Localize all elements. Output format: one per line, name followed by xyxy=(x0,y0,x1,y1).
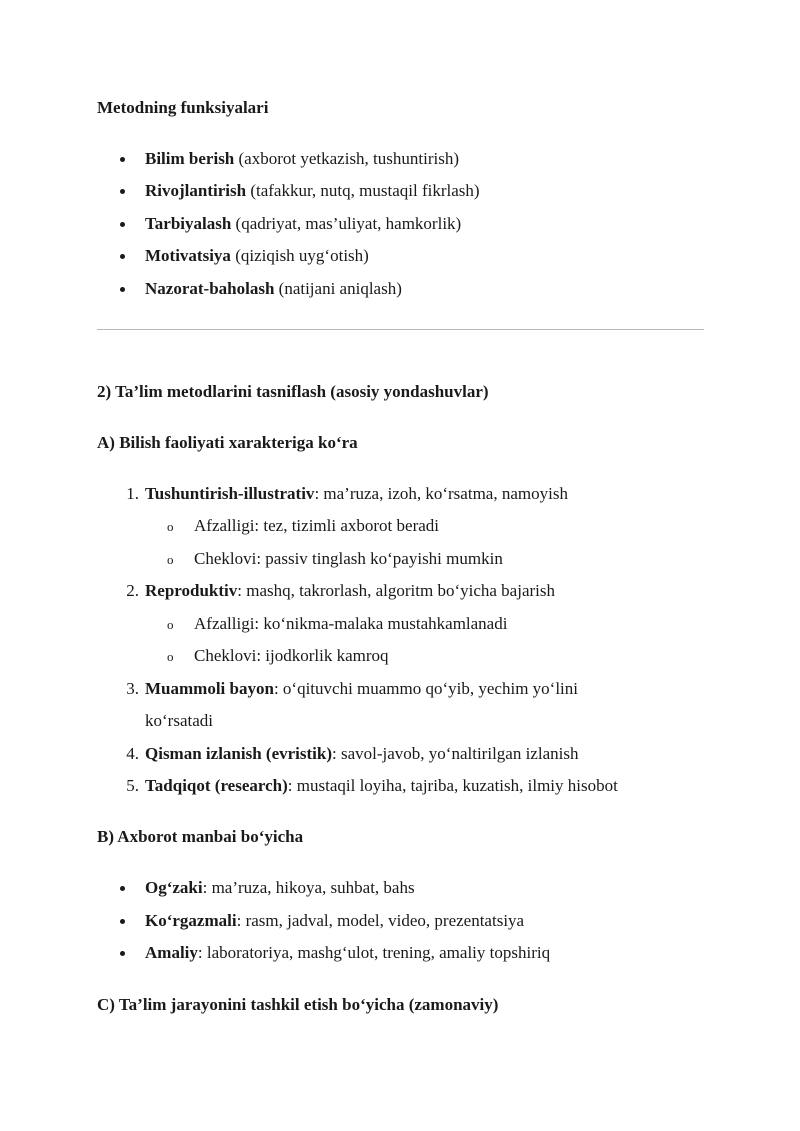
numbered-item-continuation: ko‘rsatadi xyxy=(145,711,213,730)
numbered-item xyxy=(145,579,555,603)
list-item-desc: : rasm, jadval, model, video, prezentatsiya xyxy=(236,911,525,930)
sub-list-item: Cheklovi: ijodkorlik kamroq xyxy=(194,646,389,665)
numbered-item-desc: : mustaqil loyiha, tajriba, kuzatish, ilmiy hisobot xyxy=(287,776,618,795)
numbered-item-term: Muammoli bayon xyxy=(145,679,274,698)
numbered-item xyxy=(145,482,568,506)
numbered-item xyxy=(145,774,618,798)
bullet-icon xyxy=(117,244,127,268)
list-number: 1. xyxy=(126,484,139,503)
list-item-desc: : ma’ruza, hikoya, suhbat, bahs xyxy=(202,878,415,897)
list-item xyxy=(145,277,402,301)
sub-bullet-marker: o xyxy=(167,519,174,534)
bullet-icon xyxy=(117,179,127,203)
group-heading-c: C) Ta’lim jarayonini tashkil etish bo‘yicha (zamonaviy) xyxy=(97,995,499,1014)
list-item xyxy=(145,909,524,933)
sub-list-item: Afzalligi: tez, tizimli axborot beradi xyxy=(194,516,439,535)
list-item xyxy=(145,244,369,268)
numbered-item xyxy=(145,677,578,701)
horizontal-rule xyxy=(97,329,704,330)
list-item-term: Rivojlantirish xyxy=(145,181,247,200)
list-item xyxy=(145,147,459,171)
list-item-term: Amaliy xyxy=(145,943,198,962)
numbered-item-term: Reproduktiv xyxy=(145,581,238,600)
bullet-icon xyxy=(117,876,127,900)
numbered-item-desc: : mashq, takrorlash, algoritm bo‘yicha bajarish xyxy=(237,581,555,600)
list-item-term: Motivatsiya xyxy=(145,246,231,265)
numbered-item-desc: : o‘qituvchi muammo qo‘yib, yechim yo‘lini xyxy=(273,679,579,698)
sub-bullet-marker: o xyxy=(167,649,174,664)
list-item-term: Tarbiyalash xyxy=(145,214,232,233)
group-heading-b: B) Axborot manbai bo‘yicha xyxy=(97,827,304,846)
list-item xyxy=(145,941,550,965)
list-number: 5. xyxy=(126,776,139,795)
section-heading-functions: Metodning funksiyalari xyxy=(97,98,269,117)
numbered-item-desc: : ma’ruza, izoh, ko‘rsatma, namoyish xyxy=(314,484,568,503)
list-number: 2. xyxy=(126,581,139,600)
group-heading-a: A) Bilish faoliyati xarakteriga ko‘ra xyxy=(97,433,358,452)
numbered-item-term: Qisman izlanish (evristik) xyxy=(145,744,333,763)
sub-list-item: Cheklovi: passiv tinglash ko‘payishi mumkin xyxy=(194,549,503,568)
bullet-icon xyxy=(117,941,127,965)
list-number: 4. xyxy=(126,744,139,763)
sub-bullet-marker: o xyxy=(167,617,174,632)
list-item xyxy=(145,179,480,203)
list-item-term: Og‘zaki xyxy=(145,878,203,897)
sub-bullet-marker: o xyxy=(167,552,174,567)
list-item-term: Nazorat-baholash xyxy=(145,279,275,298)
bullet-icon xyxy=(117,147,127,171)
bullet-icon xyxy=(117,909,127,933)
list-item-desc: (tafakkur, nutq, mustaqil fikrlash) xyxy=(246,181,480,200)
list-item-desc: (axborot yetkazish, tushuntirish) xyxy=(234,149,460,168)
list-item xyxy=(145,876,415,900)
bullet-icon xyxy=(117,212,127,236)
list-item xyxy=(145,212,461,236)
list-item-term: Bilim berish xyxy=(145,149,235,168)
numbered-item xyxy=(145,742,578,766)
list-item-desc: : laboratoriya, mashg‘ulot, trening, amaliy topshiriq xyxy=(197,943,551,962)
list-item-desc: (qiziqish uyg‘otish) xyxy=(230,246,369,265)
numbered-item-term: Tadqiqot (research) xyxy=(145,776,288,795)
list-item-desc: (natijani aniqlash) xyxy=(274,279,402,298)
numbered-item-term: Tushuntirish-illustrativ xyxy=(145,484,315,503)
list-item-desc: (qadriyat, mas’uliyat, hamkorlik) xyxy=(231,214,462,233)
section-heading-classification: 2) Ta’lim metodlarini tasniflash (asosiy yondashuvlar) xyxy=(97,382,489,401)
list-number: 3. xyxy=(126,679,139,698)
bullet-icon xyxy=(117,277,127,301)
sub-list-item: Afzalligi: ko‘nikma-malaka mustahkamlanadi xyxy=(194,614,508,633)
numbered-item-desc: : savol-javob, yo‘naltirilgan izlanish xyxy=(332,744,579,763)
list-item-term: Ko‘rgazmali xyxy=(145,911,237,930)
